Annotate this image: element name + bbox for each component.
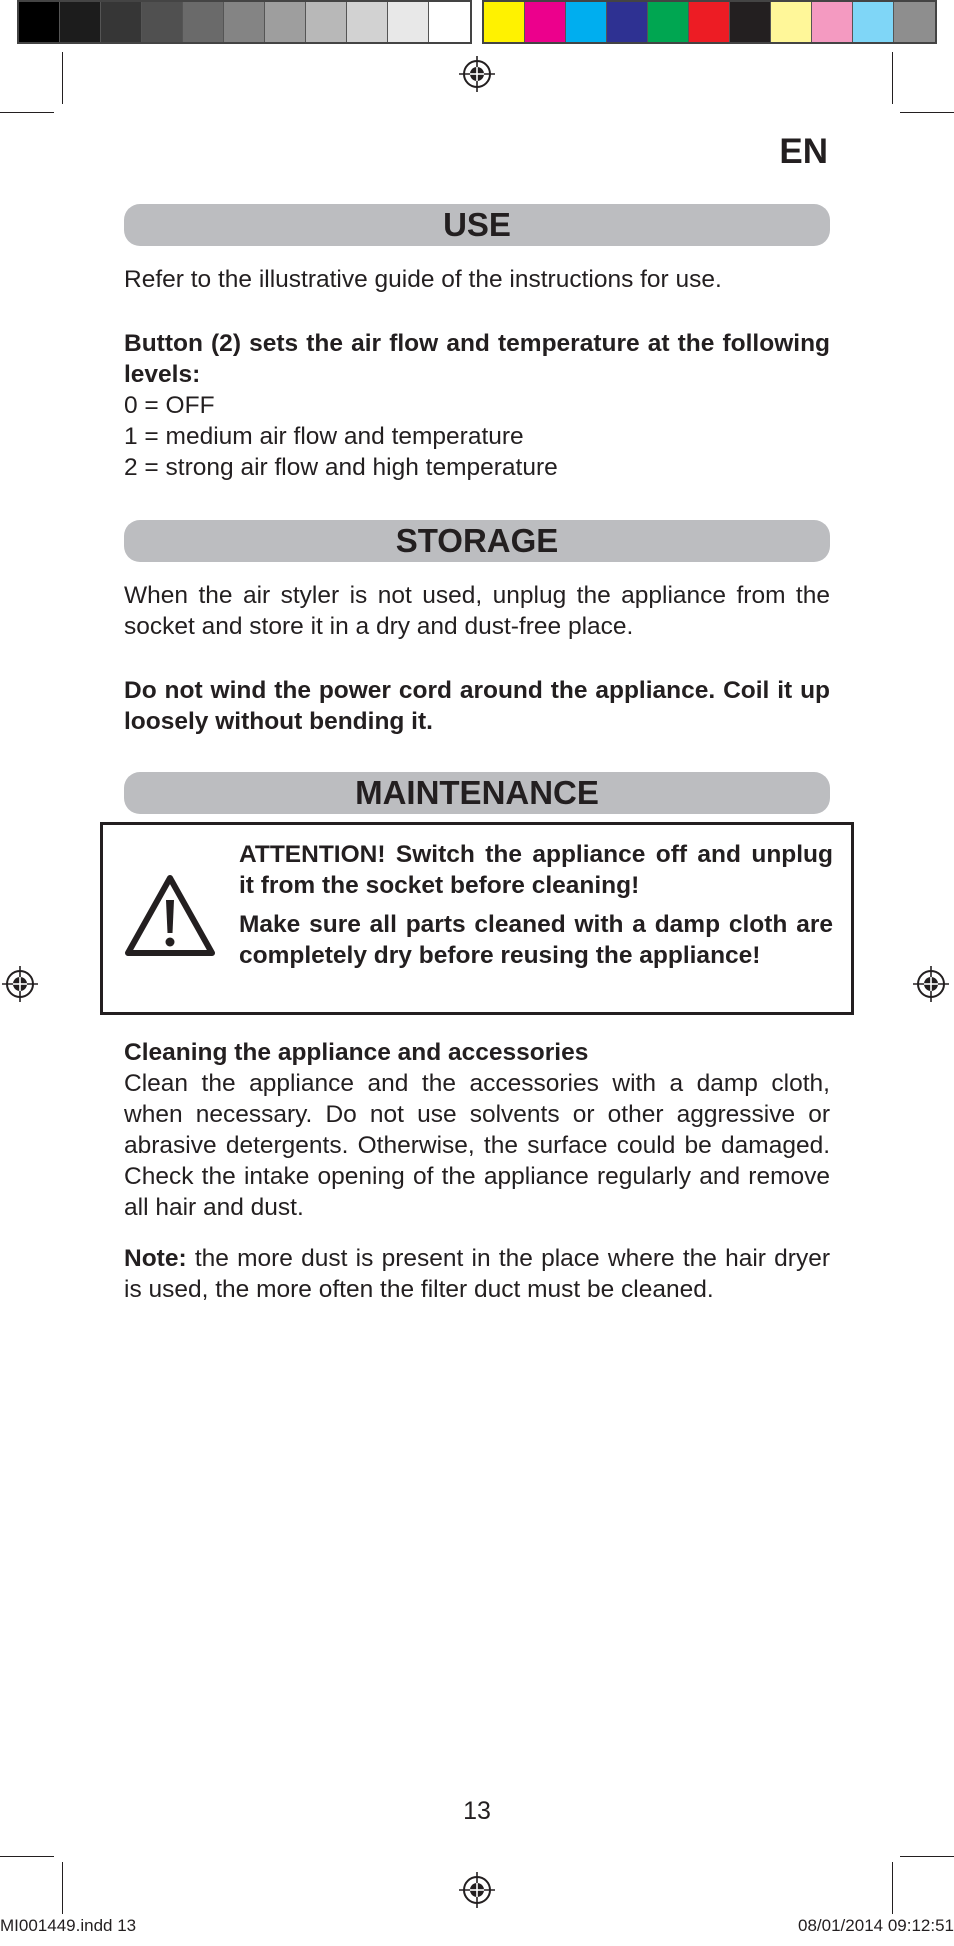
note-text: the more dust is present in the place where the hair dryer is used, the more often the filter duct must be cleaned. bbox=[124, 1245, 830, 1303]
crop-mark bbox=[900, 1856, 954, 1857]
attention-text: ATTENTION! Switch the appliance off and unplug it from the socket before cleaning! bbox=[239, 841, 833, 899]
crop-mark bbox=[892, 1862, 893, 1914]
color-swatch bbox=[484, 2, 525, 42]
page-number: 13 bbox=[463, 1797, 491, 1825]
color-swatch bbox=[224, 2, 265, 42]
level-item: 2 = strong air flow and high temperature bbox=[124, 454, 558, 481]
crop-mark bbox=[0, 112, 54, 113]
color-swatch bbox=[648, 2, 689, 42]
color-swatch bbox=[306, 2, 347, 42]
color-swatch bbox=[894, 2, 935, 42]
button-levels-intro: Button (2) sets the air flow and temperature at the following levels: bbox=[124, 330, 830, 388]
note-label: Note: bbox=[124, 1245, 187, 1272]
note-paragraph bbox=[124, 1243, 830, 1305]
color-swatch bbox=[689, 2, 730, 42]
note-block bbox=[124, 1243, 830, 1305]
use-body bbox=[124, 264, 830, 295]
slug-timestamp: 08/01/2014 09:12:51 bbox=[798, 1916, 954, 1935]
warning-triangle-icon bbox=[123, 873, 217, 959]
color-swatch bbox=[771, 2, 812, 42]
maintenance-heading: MAINTENANCE bbox=[124, 772, 830, 814]
level-item: 0 = OFF bbox=[124, 392, 215, 419]
storage-warning-block bbox=[124, 675, 830, 737]
use-intro: Refer to the illustrative guide of the instructions for use. bbox=[124, 266, 722, 293]
dry-note-text: Make sure all parts cleaned with a damp cloth are completely dry before reusing the appliance! bbox=[239, 911, 833, 969]
storage-heading: STORAGE bbox=[124, 520, 830, 562]
crop-mark bbox=[0, 1856, 54, 1857]
crop-mark bbox=[62, 52, 63, 104]
color-swatch bbox=[853, 2, 894, 42]
storage-text: When the air styler is not used, unplug the appliance from the socket and store it in a dry and dust-free place. bbox=[124, 582, 830, 640]
color-swatch bbox=[183, 2, 224, 42]
registration-mark-icon bbox=[459, 56, 495, 92]
storage-warning: Do not wind the power cord around the appliance. Coil it up loosely without bending it. bbox=[124, 677, 830, 735]
maintenance-section bbox=[124, 772, 830, 814]
color-calibration-strip bbox=[482, 0, 937, 44]
color-swatch bbox=[730, 2, 771, 42]
language-code: EN bbox=[779, 132, 828, 171]
registration-mark-icon bbox=[913, 966, 949, 1002]
cleaning-block bbox=[124, 1037, 830, 1223]
warning-text bbox=[239, 839, 833, 979]
use-heading: USE bbox=[124, 204, 830, 246]
color-swatch bbox=[429, 2, 470, 42]
crop-mark bbox=[892, 52, 893, 104]
cleaning-text: Clean the appliance and the accessories with a damp cloth, when necessary. Do not use solvents or other aggressive or abrasive detergents. Otherwise, the surface could be damaged. Check the intake opening of the appliance regularly and remove all hair and dust. bbox=[124, 1070, 830, 1221]
registration-mark-icon bbox=[459, 1872, 495, 1908]
color-swatch bbox=[19, 2, 60, 42]
crop-mark bbox=[62, 1862, 63, 1914]
color-swatch bbox=[566, 2, 607, 42]
cleaning-title: Cleaning the appliance and accessories bbox=[124, 1039, 589, 1066]
warning-box bbox=[100, 822, 854, 1015]
color-swatch bbox=[525, 2, 566, 42]
crop-mark bbox=[900, 112, 954, 113]
storage-body bbox=[124, 580, 830, 642]
grayscale-calibration-strip bbox=[17, 0, 472, 44]
level-item: 1 = medium air flow and temperature bbox=[124, 423, 524, 450]
color-swatch bbox=[101, 2, 142, 42]
color-swatch bbox=[142, 2, 183, 42]
storage-section bbox=[124, 520, 830, 562]
use-section bbox=[124, 204, 830, 246]
use-levels bbox=[124, 328, 830, 483]
color-swatch bbox=[347, 2, 388, 42]
color-swatch bbox=[812, 2, 853, 42]
registration-mark-icon bbox=[2, 966, 38, 1002]
color-swatch bbox=[265, 2, 306, 42]
slug-file-info: MI001449.indd 13 bbox=[0, 1916, 137, 1935]
color-swatch bbox=[607, 2, 648, 42]
color-swatch bbox=[60, 2, 101, 42]
color-swatch bbox=[388, 2, 429, 42]
